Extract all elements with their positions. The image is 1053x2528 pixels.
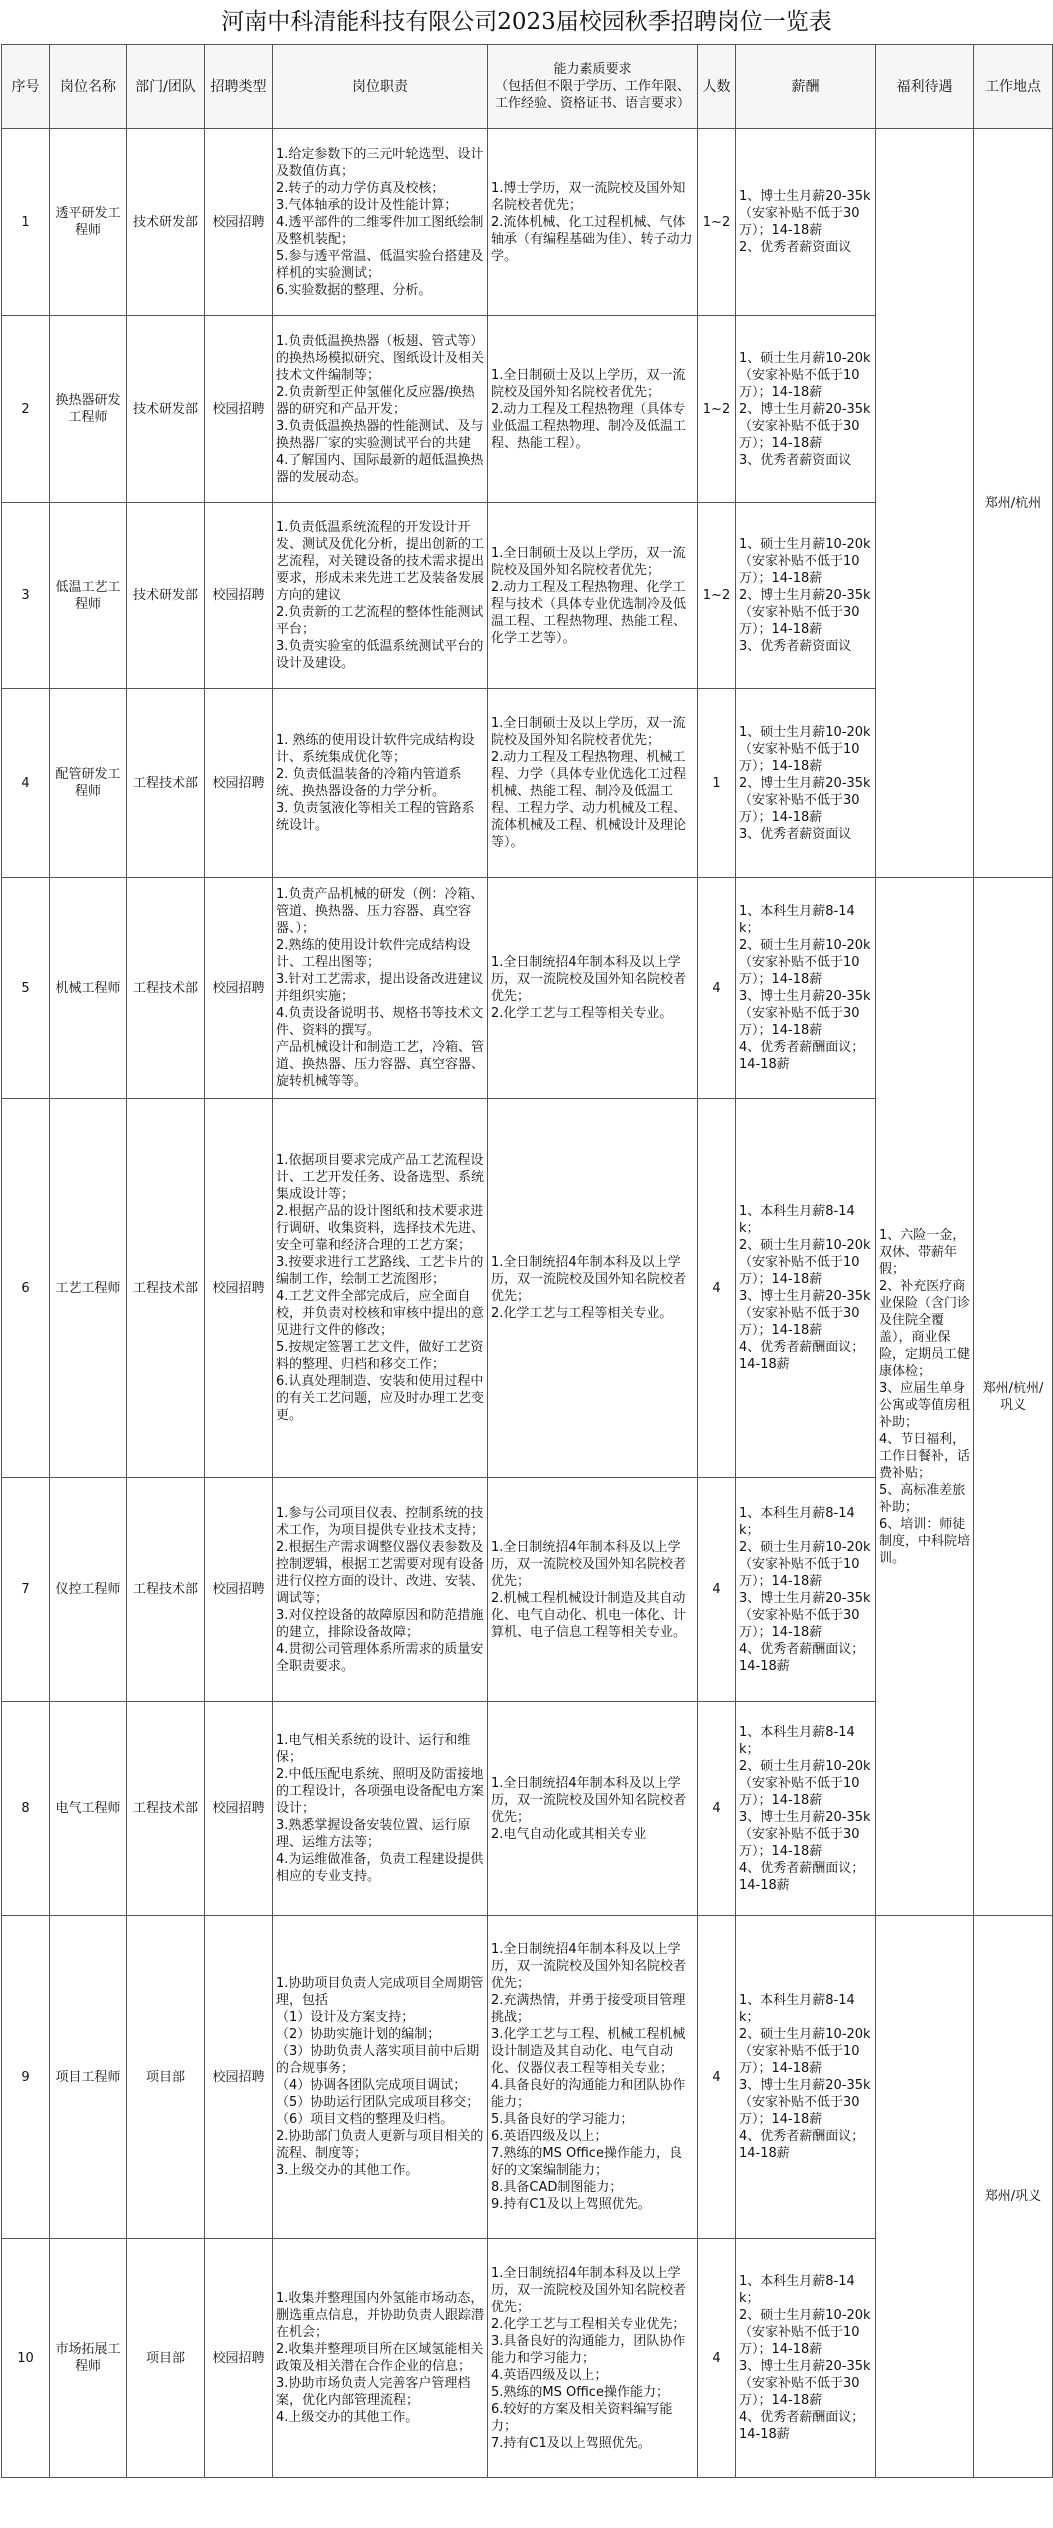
header-count: 人数 (698, 45, 736, 129)
cell-count: 1~2 (698, 503, 736, 689)
cell-salary: 1、本科生月薪8-14k； 2、硕士生月薪10-20k（安家补贴不低于10万）；14-18薪 3、博士生月薪20-35k（安家补贴不低于30万）；14-18薪 4、优秀者薪酬面议；14-18薪 (736, 2239, 876, 2478)
cell-dept: 技术研发部 (127, 503, 205, 689)
cell-count: 4 (698, 1099, 736, 1478)
cell-duties: 1.负责产品机械的研发（例：冷箱、管道、换热器、压力容器、真空容器、）； 2.熟练的使用设计软件完成结构设计、工程出图等； 3.针对工艺需求，提出设备改进建议并组织实施； 4.负责设备说明书、规格书等技术文件、资料的撰写。 产品机械设计和制造工艺，冷箱、管道、换热器、压力容器、真空容器、旋转机械等等。 (273, 878, 488, 1099)
cell-welfare-upper (876, 129, 974, 878)
cell-count: 4 (698, 1916, 736, 2239)
cell-position: 透平研发工程师 (50, 129, 127, 316)
cell-seq: 10 (2, 2239, 50, 2478)
cell-seq: 9 (2, 1916, 50, 2239)
cell-duties: 1.负责低温换热器（板翅、管式等）的换热场模拟研究、图纸设计及相关技术文件编制等； 2.负责新型正仲氢催化反应器/换热器的研究和产品开发； 3.负责低温换热器的性能测试、及与换热器厂家的实验测试平台的共建 4.了解国内、国际最新的超低温换热器的发展动态。 (273, 316, 488, 503)
cell-position: 仪控工程师 (50, 1478, 127, 1702)
cell-salary: 1、硕士生月薪10-20k（安家补贴不低于10万）；14-18薪 2、博士生月薪20-35k（安家补贴不低于30万）；14-18薪 3、优秀者薪资面议 (736, 503, 876, 689)
header-type: 招聘类型 (205, 45, 273, 129)
header-location: 工作地点 (974, 45, 1053, 129)
header-requirements: 能力素质要求 （包括但不限于学历、工作年限、工作经验、资格证书、语言要求） (488, 45, 698, 129)
cell-type: 校园招聘 (205, 1099, 273, 1478)
cell-dept: 工程技术部 (127, 1702, 205, 1916)
cell-type: 校园招聘 (205, 316, 273, 503)
positions-table (1, 44, 1053, 2478)
cell-requirements: 1.全日制统招4年制本科及以上学历，双一流院校及国外知名院校者优先； 2.化学工艺与工程相关专业优先； 3.具备良好的沟通能力，团队协作能力和学习能力； 4.英语四级及以上； 5.熟练的MS Office操作能力； 6.较好的方案及相关资料编写能力； 7.持有C1及以上驾照优先。 (488, 2239, 698, 2478)
cell-requirements: 1.全日制统招4年制本科及以上学历，双一流院校及国外知名院校者优先； 2.电气自动化或其相关专业 (488, 1702, 698, 1916)
cell-requirements: 1.全日制统招4年制本科及以上学历，双一流院校及国外知名院校者优先； 2.化学工艺与工程等相关专业。 (488, 1099, 698, 1478)
table-row (2, 878, 1053, 1099)
cell-type: 校园招聘 (205, 1478, 273, 1702)
cell-seq: 3 (2, 503, 50, 689)
cell-position: 市场拓展工程师 (50, 2239, 127, 2478)
cell-seq: 1 (2, 129, 50, 316)
cell-salary: 1、本科生月薪8-14k； 2、硕士生月薪10-20k（安家补贴不低于10万）；14-18薪 3、博士生月薪20-35k（安家补贴不低于30万）；14-18薪 4、优秀者薪酬面议；14-18薪 (736, 1478, 876, 1702)
cell-dept: 技术研发部 (127, 129, 205, 316)
cell-requirements: 1.博士学历，双一流院校及国外知名院校者优先； 2.流体机械、化工过程机械、气体轴承（有编程基础为佳）、转子动力学。 (488, 129, 698, 316)
cell-salary: 1、硕士生月薪10-20k（安家补贴不低于10万）；14-18薪 2、博士生月薪20-35k（安家补贴不低于30万）；14-18薪 3、优秀者薪资面议 (736, 316, 876, 503)
cell-salary: 1、硕士生月薪10-20k（安家补贴不低于10万）；14-18薪 2、博士生月薪20-35k（安家补贴不低于30万）；14-18薪 3、优秀者薪资面议 (736, 689, 876, 878)
cell-duties: 1. 熟练的使用设计软件完成结构设计、系统集成优化等； 2. 负责低温装备的冷箱内管道系统、换热器设备的力学分析。 3. 负责氢液化等相关工程的管路系统设计。 (273, 689, 488, 878)
cell-type: 校园招聘 (205, 2239, 273, 2478)
cell-location: 郑州/杭州 (974, 129, 1053, 878)
cell-count: 1 (698, 689, 736, 878)
header-row (2, 45, 1053, 129)
cell-welfare: 1、六险一金，双休、带薪年假； 2、补充医疗商业保险（含门诊及住院全覆盖），商业保险，定期员工健康体检； 3、应届生单身公寓或等值房租补助； 4、节日福利，工作日餐补，话费补贴； 5、高标准差旅补助； 6、培训：师徒制度，中科院培训。 (876, 878, 974, 1916)
cell-seq: 2 (2, 316, 50, 503)
cell-position: 配管研发工程师 (50, 689, 127, 878)
header-seq: 序号 (2, 45, 50, 129)
cell-requirements: 1.全日制统招4年制本科及以上学历，双一流院校及国外知名院校者优先； 2.化学工艺与工程等相关专业。 (488, 878, 698, 1099)
cell-dept: 工程技术部 (127, 689, 205, 878)
cell-salary: 1、本科生月薪8-14k； 2、硕士生月薪10-20k（安家补贴不低于10万）；14-18薪 3、博士生月薪20-35k（安家补贴不低于30万）；14-18薪 4、优秀者薪酬面议；14-18薪 (736, 1916, 876, 2239)
cell-type: 校园招聘 (205, 1916, 273, 2239)
cell-count: 4 (698, 1702, 736, 1916)
cell-dept: 项目部 (127, 1916, 205, 2239)
cell-welfare-lower (876, 1916, 974, 2478)
cell-duties: 1.收集并整理国内外氢能市场动态，删选重点信息，并协助负责人跟踪潜在机会； 2.收集并整理项目所在区域氢能相关政策及相关潜在合作企业的信息； 3.协助市场负责人完善客户管理档案，优化内部管理流程； 4.上级交办的其他工作。 (273, 2239, 488, 2478)
cell-count: 4 (698, 1478, 736, 1702)
header-salary: 薪酬 (736, 45, 876, 129)
cell-duties: 1.负责低温系统流程的开发设计开发、测试及优化分析，提出创新的工艺流程，对关键设备的技术需求提出要求，形成未来先进工艺及装备发展方向的建议 2.负责新的工艺流程的整体性能测试平台； 3.负责实验室的低温系统测试平台的设计及建设。 (273, 503, 488, 689)
cell-dept: 技术研发部 (127, 316, 205, 503)
cell-requirements: 1.全日制硕士及以上学历，双一流院校及国外知名院校者优先； 2.动力工程及工程热物理、机械工程、力学（具体专业优选化工过程机械、热能工程、制冷及低温工程、工程力学、动力机械及工程、流体机械及工程、机械设计及理论等）。 (488, 689, 698, 878)
cell-salary: 1、博士生月薪20-35k（安家补贴不低于30万）；14-18薪 2、优秀者薪资面议 (736, 129, 876, 316)
table-row (2, 1916, 1053, 2239)
cell-seq: 7 (2, 1478, 50, 1702)
header-duties: 岗位职责 (273, 45, 488, 129)
cell-duties: 1.参与公司项目仪表、控制系统的技术工作，为项目提供专业技术支持； 2.根据生产需求调整仪器仪表参数及控制逻辑，根据工艺需要对现有设备进行仪控方面的设计、改进、安装、调试等； 3.对仪控设备的故障原因和防范措施的建立，排除设备故障； 4.贯彻公司管理体系所需求的质量安全职责要求。 (273, 1478, 488, 1702)
cell-seq: 4 (2, 689, 50, 878)
cell-type: 校园招聘 (205, 878, 273, 1099)
cell-position: 电气工程师 (50, 1702, 127, 1916)
cell-type: 校园招聘 (205, 503, 273, 689)
cell-dept: 工程技术部 (127, 1478, 205, 1702)
cell-requirements: 1.全日制统招4年制本科及以上学历，双一流院校及国外知名院校者优先； 2.充满热情，并勇于接受项目管理挑战； 3.化学工艺与工程、机械工程机械设计制造及其自动化、电气自动化、仪器仪表工程等相关专业； 4.具备良好的沟通能力和团队协作能力； 5.具备良好的学习能力； 6.英语四级及以上； 7.熟练的MS Office操作能力，良好的文案编制能力； 8.具备CAD制图能力； 9.持有C1及以上驾照优先。 (488, 1916, 698, 2239)
header-position: 岗位名称 (50, 45, 127, 129)
cell-dept: 工程技术部 (127, 878, 205, 1099)
cell-position: 工艺工程师 (50, 1099, 127, 1478)
cell-dept: 项目部 (127, 2239, 205, 2478)
page-title: 河南中科清能科技有限公司2023届校园秋季招聘岗位一览表 (221, 9, 832, 35)
cell-type: 校园招聘 (205, 129, 273, 316)
cell-position: 换热器研发工程师 (50, 316, 127, 503)
cell-salary: 1、本科生月薪8-14k； 2、硕士生月薪10-20k（安家补贴不低于10万）；14-18薪 3、博士生月薪20-35k（安家补贴不低于30万）；14-18薪 4、优秀者薪酬面议；14-18薪 (736, 1099, 876, 1478)
cell-type: 校园招聘 (205, 689, 273, 878)
cell-seq: 8 (2, 1702, 50, 1916)
cell-location: 郑州/巩义 (974, 1916, 1053, 2478)
cell-count: 4 (698, 878, 736, 1099)
cell-position: 机械工程师 (50, 878, 127, 1099)
cell-requirements: 1.全日制硕士及以上学历，双一流院校及国外知名院校者优先； 2.动力工程及工程热物理（具体专业低温工程热物理、制冷及低温工程、热能工程）。 (488, 316, 698, 503)
cell-seq: 6 (2, 1099, 50, 1478)
cell-count: 1~2 (698, 129, 736, 316)
header-welfare: 福利待遇 (876, 45, 974, 129)
cell-salary: 1、本科生月薪8-14k； 2、硕士生月薪10-20k（安家补贴不低于10万）；14-18薪 3、博士生月薪20-35k（安家补贴不低于30万）；14-18薪 4、优秀者薪酬面议；14-18薪 (736, 1702, 876, 1916)
cell-count: 1~2 (698, 316, 736, 503)
cell-duties: 1.给定参数下的三元叶轮选型、设计及数值仿真； 2.转子的动力学仿真及校核； 3.气体轴承的设计及性能计算； 4.透平部件的二维零件加工图纸绘制及整机装配； 5.参与透平常温、低温实验台搭建及样机的实验测试； 6.实验数据的整理、分析。 (273, 129, 488, 316)
cell-dept: 工程技术部 (127, 1099, 205, 1478)
cell-duties: 1.协助项目负责人完成项目全周期管理，包括 （1）设计及方案支持； （2）协助实施计划的编制； （3）协助负责人落实项目前中后期的合规事务； （4）协调各团队完成项目调试； （5）协助运行团队完成项目移交； （6）项目文档的整理及归档。 2.协助部门负责人更新与项目相关的流程、制度等； 3.上级交办的其他工作。 (273, 1916, 488, 2239)
cell-duties: 1.电气相关系统的设计、运行和维保； 2.中低压配电系统、照明及防雷接地的工程设计，各项强电设备配电方案设计； 3.熟悉掌握设备安装位置、运行原理、运维方法等； 4.为运维做准备，负责工程建设提供相应的专业支持。 (273, 1702, 488, 1916)
cell-requirements: 1.全日制硕士及以上学历，双一流院校及国外知名院校者优先； 2.动力工程及工程热物理、化学工程与技术（具体专业优选制冷及低温工程、工程热物理、热能工程、化学工艺等）。 (488, 503, 698, 689)
cell-salary: 1、本科生月薪8-14k； 2、硕士生月薪10-20k（安家补贴不低于10万）；14-18薪 3、博士生月薪20-35k（安家补贴不低于30万）；14-18薪 4、优秀者薪酬面议；14-18薪 (736, 878, 876, 1099)
cell-position: 低温工艺工程师 (50, 503, 127, 689)
cell-duties: 1.依据项目要求完成产品工艺流程设计、工艺开发任务、设备选型、系统集成设计等； 2.根据产品的设计图纸和技术要求进行调研、收集资料，选择技术先进、安全可靠和经济合理的工艺方案； 3.按要求进行工艺路线、工艺卡片的编制工作，绘制工艺流图形； 4.工艺文件全部完成后，应全面自校，并负责对校核和审核中提出的意见进行文件的修改； 5.按规定签署工艺文件，做好工艺资料的整理、归档和移交工作； 6.认真处理制造、安装和使用过程中的有关工艺问题，应及时办理工艺变更。 (273, 1099, 488, 1478)
table-row (2, 129, 1053, 316)
cell-seq: 5 (2, 878, 50, 1099)
cell-count: 4 (698, 2239, 736, 2478)
cell-position: 项目工程师 (50, 1916, 127, 2239)
cell-requirements: 1.全日制统招4年制本科及以上学历，双一流院校及国外知名院校者优先； 2.机械工程机械设计制造及其自动化、电气自动化、机电一体化、计算机、电子信息工程等相关专业。 (488, 1478, 698, 1702)
header-dept: 部门/团队 (127, 45, 205, 129)
cell-type: 校园招聘 (205, 1702, 273, 1916)
cell-location: 郑州/杭州/巩义 (974, 878, 1053, 1916)
